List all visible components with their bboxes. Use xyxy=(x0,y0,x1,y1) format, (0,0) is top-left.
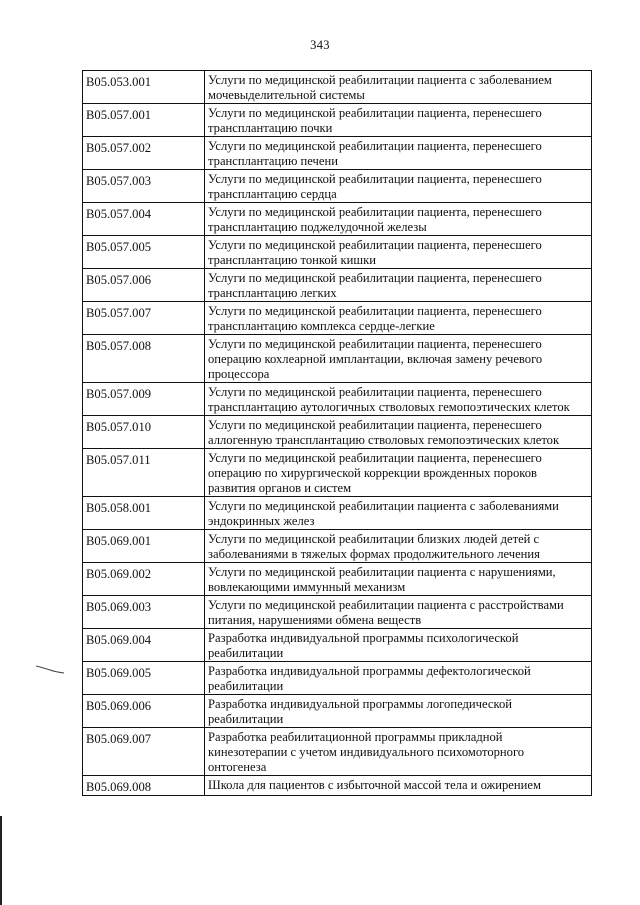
service-code-cell: B05.057.006 xyxy=(83,269,205,302)
service-code-cell: B05.069.001 xyxy=(83,530,205,563)
service-description-cell: Услуги по медицинской реабилитации пациента, перенесшего трансплантацию поджелудочной железы xyxy=(205,203,592,236)
service-description-cell: Услуги по медицинской реабилитации пациента, перенесшего трансплантацию легких xyxy=(205,269,592,302)
service-description-cell: Разработка индивидуальной программы психологической реабилитации xyxy=(205,629,592,662)
table-row xyxy=(83,104,592,137)
service-code-cell: B05.057.011 xyxy=(83,449,205,497)
service-description-cell: Услуги по медицинской реабилитации близких людей детей с заболеваниями в тяжелых формах продолжительного лечения xyxy=(205,530,592,563)
service-description-cell: Услуги по медицинской реабилитации пациента, перенесшего операцию по хирургической коррекции врожденных пороков развития органов и систем xyxy=(205,449,592,497)
service-code-cell: B05.057.001 xyxy=(83,104,205,137)
service-description-cell: Услуги по медицинской реабилитации пациента, перенесшего аллогенную трансплантацию стволовых гемопоэтических клеток xyxy=(205,416,592,449)
table-row xyxy=(83,563,592,596)
service-code-cell: B05.053.001 xyxy=(83,71,205,104)
service-code-cell: B05.069.008 xyxy=(83,776,205,796)
service-code-cell: B05.057.002 xyxy=(83,137,205,170)
service-code-cell: B05.057.010 xyxy=(83,416,205,449)
table-body xyxy=(83,71,592,796)
table-row xyxy=(83,203,592,236)
service-code-cell: B05.069.002 xyxy=(83,563,205,596)
service-description-cell: Услуги по медицинской реабилитации пациента, перенесшего операцию кохлеарной имплантации, включая замену речевого процессора xyxy=(205,335,592,383)
table-row xyxy=(83,596,592,629)
table-row xyxy=(83,71,592,104)
table-row xyxy=(83,530,592,563)
service-description-cell: Школа для пациентов с избыточной массой тела и ожирением xyxy=(205,776,592,796)
scan-edge-shadow xyxy=(0,816,2,905)
service-description-cell: Услуги по медицинской реабилитации пациента, перенесшего трансплантацию почки xyxy=(205,104,592,137)
scan-artifact-mark xyxy=(36,664,66,674)
service-description-cell: Услуги по медицинской реабилитации пациента с заболеваниями эндокринных желез xyxy=(205,497,592,530)
service-code-cell: B05.069.005 xyxy=(83,662,205,695)
service-code-cell: B05.069.006 xyxy=(83,695,205,728)
service-code-cell: B05.069.007 xyxy=(83,728,205,776)
service-code-cell: B05.058.001 xyxy=(83,497,205,530)
table-row xyxy=(83,728,592,776)
service-description-cell: Услуги по медицинской реабилитации пациента, перенесшего трансплантацию аутологичных стволовых гемопоэтических клеток xyxy=(205,383,592,416)
service-description-cell: Услуги по медицинской реабилитации пациента, перенесшего трансплантацию сердца xyxy=(205,170,592,203)
table-row xyxy=(83,170,592,203)
service-code-cell: B05.057.009 xyxy=(83,383,205,416)
table-row xyxy=(83,629,592,662)
service-description-cell: Услуги по медицинской реабилитации пациента, перенесшего трансплантацию комплекса сердце-легкие xyxy=(205,302,592,335)
service-description-cell: Услуги по медицинской реабилитации пациента, перенесшего трансплантацию тонкой кишки xyxy=(205,236,592,269)
services-table xyxy=(82,70,592,796)
table-row xyxy=(83,449,592,497)
service-code-cell: B05.069.004 xyxy=(83,629,205,662)
service-description-cell: Разработка реабилитационной программы прикладной кинезотерапии с учетом индивидуального психомоторного онтогенеза xyxy=(205,728,592,776)
service-description-cell: Услуги по медицинской реабилитации пациента с заболеванием мочевыделительной системы xyxy=(205,71,592,104)
table-row xyxy=(83,383,592,416)
service-code-cell: B05.069.003 xyxy=(83,596,205,629)
service-code-cell: B05.057.007 xyxy=(83,302,205,335)
page-number: 343 xyxy=(310,38,330,52)
service-description-cell: Услуги по медицинской реабилитации пациента, перенесшего трансплантацию печени xyxy=(205,137,592,170)
service-description-cell: Разработка индивидуальной программы дефектологической реабилитации xyxy=(205,662,592,695)
table-row xyxy=(83,416,592,449)
table-row xyxy=(83,269,592,302)
service-code-cell: B05.057.004 xyxy=(83,203,205,236)
service-description-cell: Разработка индивидуальной программы логопедической реабилитации xyxy=(205,695,592,728)
table-row xyxy=(83,302,592,335)
service-code-cell: B05.057.005 xyxy=(83,236,205,269)
table-row xyxy=(83,497,592,530)
table-row xyxy=(83,236,592,269)
table-row xyxy=(83,662,592,695)
table-row xyxy=(83,335,592,383)
service-code-cell: B05.057.008 xyxy=(83,335,205,383)
table-row xyxy=(83,776,592,796)
service-description-cell: Услуги по медицинской реабилитации пациента с нарушениями, вовлекающими иммунный механизм xyxy=(205,563,592,596)
table-row xyxy=(83,695,592,728)
service-description-cell: Услуги по медицинской реабилитации пациента с расстройствами питания, нарушениями обмена веществ xyxy=(205,596,592,629)
service-code-cell: B05.057.003 xyxy=(83,170,205,203)
table-row xyxy=(83,137,592,170)
